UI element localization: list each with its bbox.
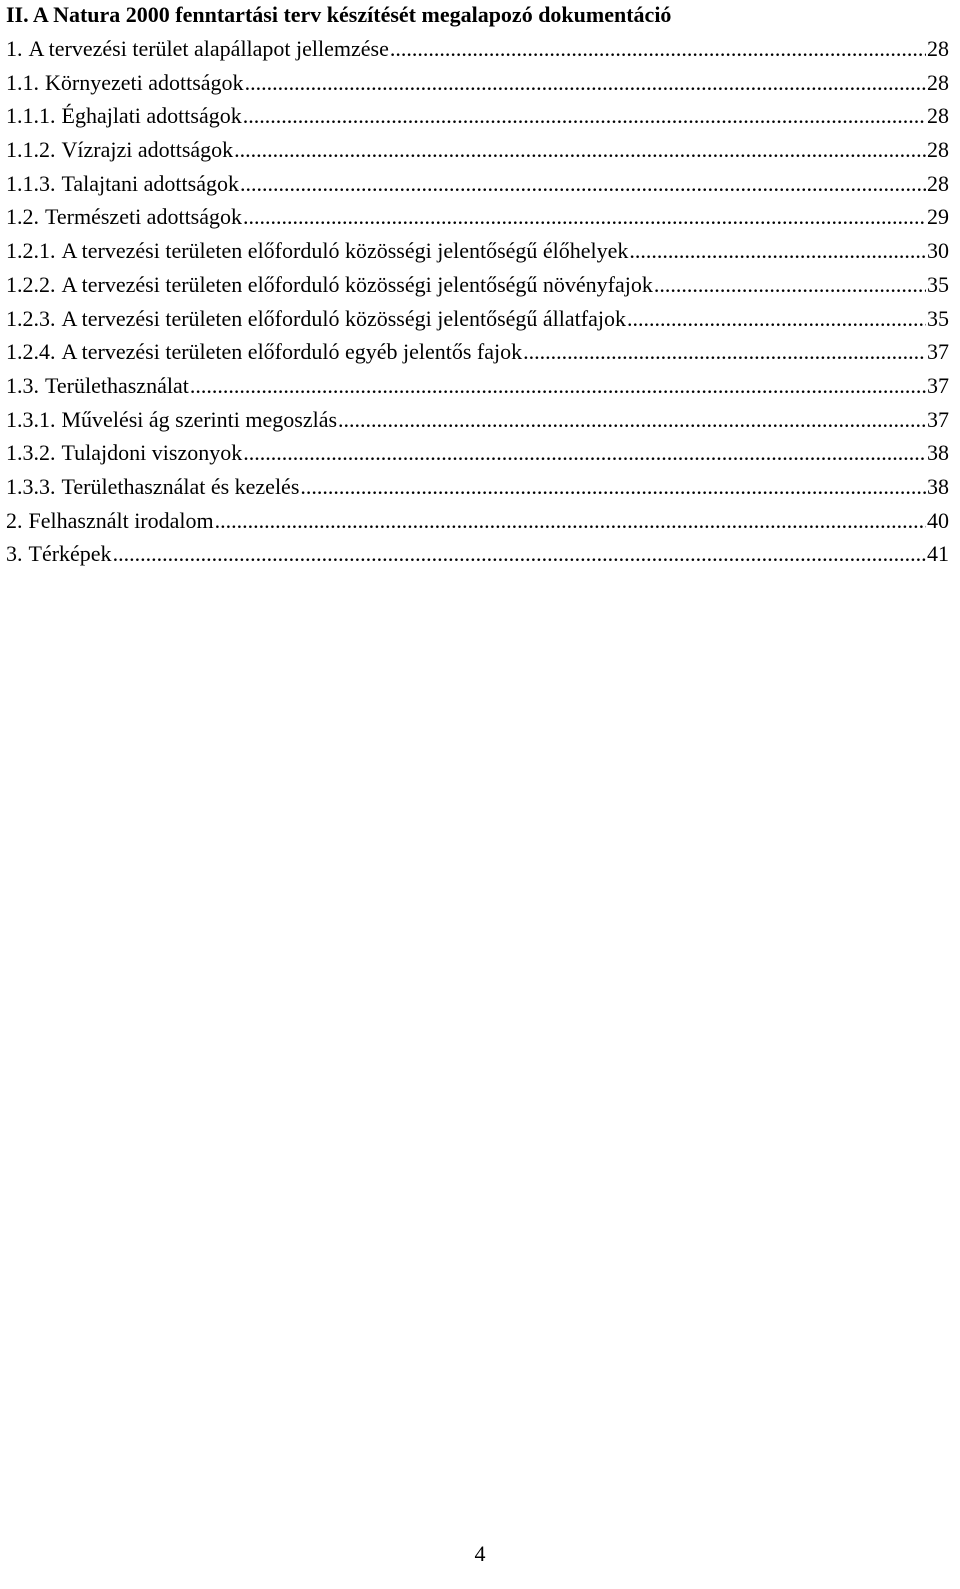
dot-leader: [390, 32, 926, 66]
toc-entry-title: Talajtani adottságok: [61, 170, 239, 196]
toc-entry-page: 41: [927, 541, 949, 567]
dot-leader: [243, 200, 926, 234]
dot-leader: [240, 167, 926, 201]
section-heading: II. A Natura 2000 fenntartási terv készítését megalapozó dokumentáció: [6, 2, 672, 27]
toc-entry[interactable]: [6, 369, 949, 403]
toc-entry[interactable]: [6, 268, 949, 302]
toc-entry-number: 3.: [6, 541, 23, 567]
dot-leader: [338, 403, 926, 437]
toc-entry[interactable]: [6, 133, 949, 167]
dot-leader: [215, 504, 926, 538]
toc-entry-title: Művelési ág szerinti megoszlás: [61, 406, 338, 432]
toc-entry[interactable]: [6, 403, 949, 437]
toc-entry[interactable]: [6, 335, 949, 369]
toc-entry-page: 28: [927, 69, 949, 95]
toc-entry-title: Területhasználat: [45, 372, 189, 398]
toc-entry-number: 1.3.1.: [6, 406, 56, 432]
toc-entry-page: 35: [927, 271, 949, 297]
toc-entry-title: A tervezési területen előforduló közösségi jelentőségű élőhelyek: [61, 238, 629, 264]
toc-entry[interactable]: [6, 436, 949, 470]
toc-entry[interactable]: [6, 99, 949, 133]
page-number: 4: [474, 1541, 486, 1566]
dot-leader: [245, 66, 926, 100]
toc-entry-number: 1.1.3.: [6, 170, 56, 196]
toc-entry-page: 28: [927, 170, 949, 196]
toc-entry-title: A tervezési területen előforduló közösségi jelentőségű növényfajok: [61, 271, 653, 297]
toc-entry-page: 37: [927, 372, 949, 398]
toc-entry-page: 38: [927, 440, 949, 466]
dot-leader: [234, 133, 926, 167]
toc-entry-number: 1.1.1.: [6, 103, 56, 129]
toc-entry-number: 1.2.2.: [6, 271, 56, 297]
toc-entry[interactable]: [6, 537, 949, 571]
toc-entry-title: Felhasznált irodalom: [28, 507, 214, 533]
toc-entry-page: 28: [927, 36, 949, 61]
dot-leader: [523, 335, 926, 369]
dot-leader: [300, 470, 926, 504]
toc-entry-page: 37: [927, 406, 949, 432]
toc-entry-page: 37: [927, 339, 949, 365]
toc-entry-page: 29: [927, 204, 949, 230]
toc-entry[interactable]: [6, 32, 949, 66]
toc-entry[interactable]: [6, 302, 949, 336]
toc-entry-title: A tervezési területen előforduló egyéb jelentős fajok: [61, 339, 523, 365]
toc-entry-title: Tulajdoni viszonyok: [61, 440, 243, 466]
toc-entry[interactable]: [6, 504, 949, 538]
toc-entry-number: 1.3.: [6, 372, 39, 398]
toc-entry[interactable]: [6, 470, 949, 504]
toc-entry[interactable]: [6, 200, 949, 234]
toc-entry-page: 40: [927, 507, 949, 533]
toc-entry-title: A tervezési terület alapállapot jellemzése: [28, 36, 389, 61]
toc-entry-page: 35: [927, 305, 949, 331]
toc-entry-number: 1.3.3.: [6, 473, 56, 499]
toc-entry[interactable]: [6, 234, 949, 268]
toc-entry-number: 1.3.2.: [6, 440, 56, 466]
toc-entry-number: 1.2.1.: [6, 238, 56, 264]
table-of-contents: [6, 32, 949, 571]
dot-leader: [113, 537, 926, 571]
toc-entry-number: 1.2.4.: [6, 339, 56, 365]
toc-entry-number: 1.: [6, 36, 23, 61]
toc-entry-page: 38: [927, 473, 949, 499]
dot-leader: [627, 302, 926, 336]
toc-entry-title: Éghajlati adottságok: [61, 103, 242, 129]
toc-entry-number: 1.1.2.: [6, 137, 56, 163]
toc-entry-number: 1.1.: [6, 69, 39, 95]
toc-entry-title: A tervezési területen előforduló közösségi jelentőségű állatfajok: [61, 305, 626, 331]
toc-entry-number: 2.: [6, 507, 23, 533]
toc-entry-title: Területhasználat és kezelés: [61, 473, 300, 499]
toc-entry-number: 1.2.3.: [6, 305, 56, 331]
toc-entry[interactable]: [6, 167, 949, 201]
dot-leader: [243, 436, 926, 470]
dot-leader: [243, 99, 926, 133]
toc-entry-title: Természeti adottságok: [45, 204, 243, 230]
toc-entry[interactable]: [6, 66, 949, 100]
toc-entry-title: Térképek: [28, 541, 112, 567]
toc-entry-page: 30: [927, 238, 949, 264]
toc-entry-number: 1.2.: [6, 204, 39, 230]
toc-entry-page: 28: [927, 103, 949, 129]
toc-entry-page: 28: [927, 137, 949, 163]
dot-leader: [654, 268, 926, 302]
toc-entry-title: Környezeti adottságok: [45, 69, 244, 95]
dot-leader: [629, 234, 926, 268]
toc-entry-title: Vízrajzi adottságok: [61, 137, 234, 163]
dot-leader: [190, 369, 926, 403]
